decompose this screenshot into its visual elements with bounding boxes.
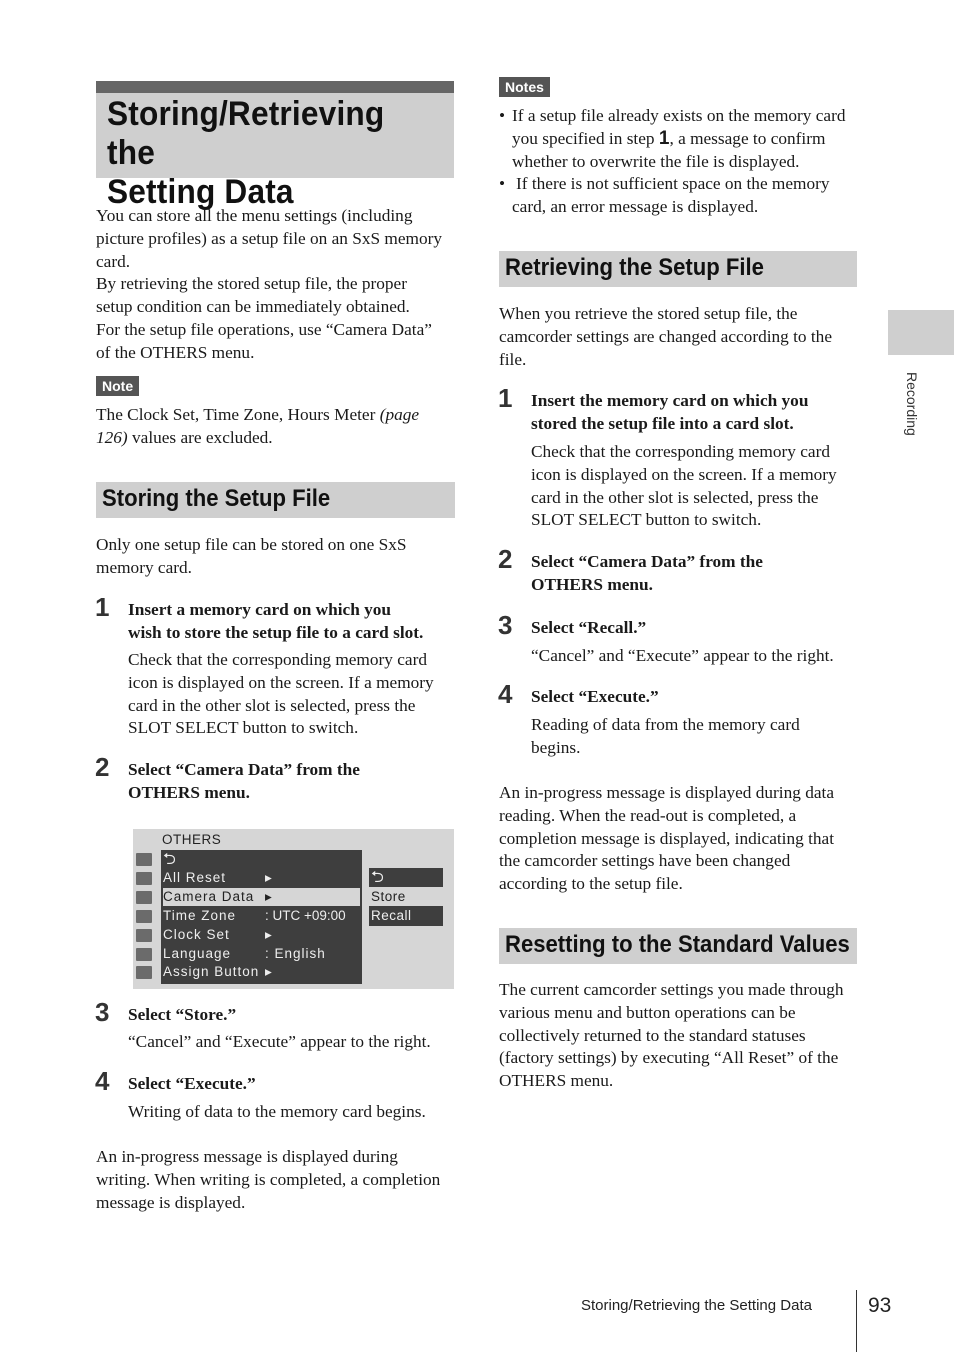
step-body: Writing of data to the memory card begins. [128, 1102, 426, 1121]
notes-list [499, 105, 859, 219]
step-number: 1 [498, 383, 513, 413]
page-number: 93 [868, 1294, 892, 1317]
submenu-list [369, 868, 443, 926]
step-title: Select “Execute.” [128, 1074, 256, 1093]
menu-item[interactable]: All Reset ▸ [163, 870, 273, 885]
menu-tab-icon [136, 853, 152, 866]
list-item: • If there is not sufficient space on the memory card, an error message is displayed. [499, 174, 830, 217]
menu-item[interactable]: Time Zone : UTC +09:00 [163, 908, 346, 923]
list-item: • If a setup file already exists on the memory card you specified in step 1, a message to confirm whether to overwrite the file is displayed. [499, 106, 846, 171]
submenu-item-recall[interactable]: Recall [371, 908, 412, 923]
page-reference-link[interactable]: (page [379, 405, 420, 424]
step-body: “Cancel” and “Execute” appear to the right. [128, 1032, 431, 1051]
menu-tab-icon [136, 872, 152, 885]
step-body: Reading of data from the memory card begins. [531, 715, 800, 757]
return-arrow-icon[interactable]: ⮌ [371, 869, 385, 886]
step-number: 2 [498, 544, 513, 574]
step-body: Check that the corresponding memory card icon is displayed on the screen. If a memory card in the other slot is selected, press the SLOT SELECT button to switch. [128, 650, 434, 738]
menu-list [161, 850, 362, 984]
storing-outro: An in-progress message is displayed during writing. When writing is completed, a completion message is displayed. [96, 1147, 441, 1212]
page-title: Storing/Retrieving the Setting Data [107, 95, 385, 211]
section-heading-retrieving: Retrieving the Setup File [499, 251, 857, 287]
retrieving-intro: When you retrieve the stored setup file, the camcorder settings are changed according to the file. [499, 304, 832, 369]
side-tab [888, 310, 954, 355]
intro-text: You can store all the menu settings (including picture profiles) as a setup file on an SxS memory card. By retrieving the stored setup file, the proper setup condition can be immediately obtained. For the setup file operations, use “Camera Data” of the OTHERS menu. [96, 206, 443, 362]
section-heading-resetting: Resetting to the Standard Values [499, 928, 857, 964]
step-title: Insert a memory card on which you wish to store the setup file to a card slot. [128, 600, 424, 643]
step-title: Select “Execute.” [531, 687, 659, 706]
page-reference-link[interactable]: 126) [96, 427, 128, 447]
notes-tag: Notes [499, 77, 550, 97]
submenu-item-store[interactable]: Store [369, 887, 443, 906]
resetting-body: The current camcorder settings you made through various menu and button operations can be collectively returned to the standard statuses (factory settings) by executing “All Reset” of the OTHERS menu. [499, 980, 844, 1091]
side-tab-label: Recording [904, 372, 920, 436]
step-body: Check that the corresponding memory card icon is displayed on the screen. If a memory card in the other slot is selected, press the SLOT SELECT button to switch. [531, 442, 837, 530]
step-number: 2 [95, 752, 110, 782]
step-number: 4 [95, 1066, 110, 1096]
menu-item[interactable]: Camera Data ▸ [163, 888, 360, 906]
section-heading-storing: Storing the Setup File [96, 482, 455, 518]
step-title: Select “Store.” [128, 1005, 237, 1024]
menu-tab-icon [136, 948, 152, 961]
menu-item[interactable]: Assign Button ▸ [163, 964, 273, 979]
step-number: 4 [498, 679, 513, 709]
menu-tab-icon [136, 891, 152, 904]
side-tab-label-wrap [904, 372, 920, 452]
note-text: The Clock Set, Time Zone, Hours Meter (page 126) values are excluded. [96, 405, 420, 447]
step-number: 1 [95, 592, 110, 622]
menu-tab-icon [136, 929, 152, 942]
step-title: Select “Camera Data” from the OTHERS menu. [128, 760, 360, 803]
step-number: 3 [498, 610, 513, 640]
step-title: Insert the memory card on which you stored the setup file into a card slot. [531, 391, 809, 434]
menu-item[interactable]: Language : English [163, 946, 326, 961]
step-number: 3 [95, 997, 110, 1027]
menu-header: OTHERS [162, 832, 222, 847]
menu-tab-icon [136, 910, 152, 923]
footer-title: Storing/Retrieving the Setting Data [581, 1297, 812, 1314]
menu-item[interactable]: Clock Set ▸ [163, 927, 273, 942]
note-tag: Note [96, 376, 139, 396]
step-title: Select “Recall.” [531, 618, 647, 637]
retrieving-outro: An in-progress message is displayed during data reading. When the read-out is completed, a completion message is displayed, indicating that the camcorder settings have been changed according to the setup file. [499, 783, 834, 894]
footer-divider [856, 1290, 857, 1352]
step-title: Select “Camera Data” from the OTHERS menu. [531, 552, 763, 595]
step-body: “Cancel” and “Execute” appear to the right. [531, 646, 834, 665]
menu-tab-icon [136, 966, 152, 979]
return-arrow-icon[interactable]: ⮌ [163, 851, 177, 868]
storing-intro: Only one setup file can be stored on one SxS memory card. [96, 535, 407, 577]
